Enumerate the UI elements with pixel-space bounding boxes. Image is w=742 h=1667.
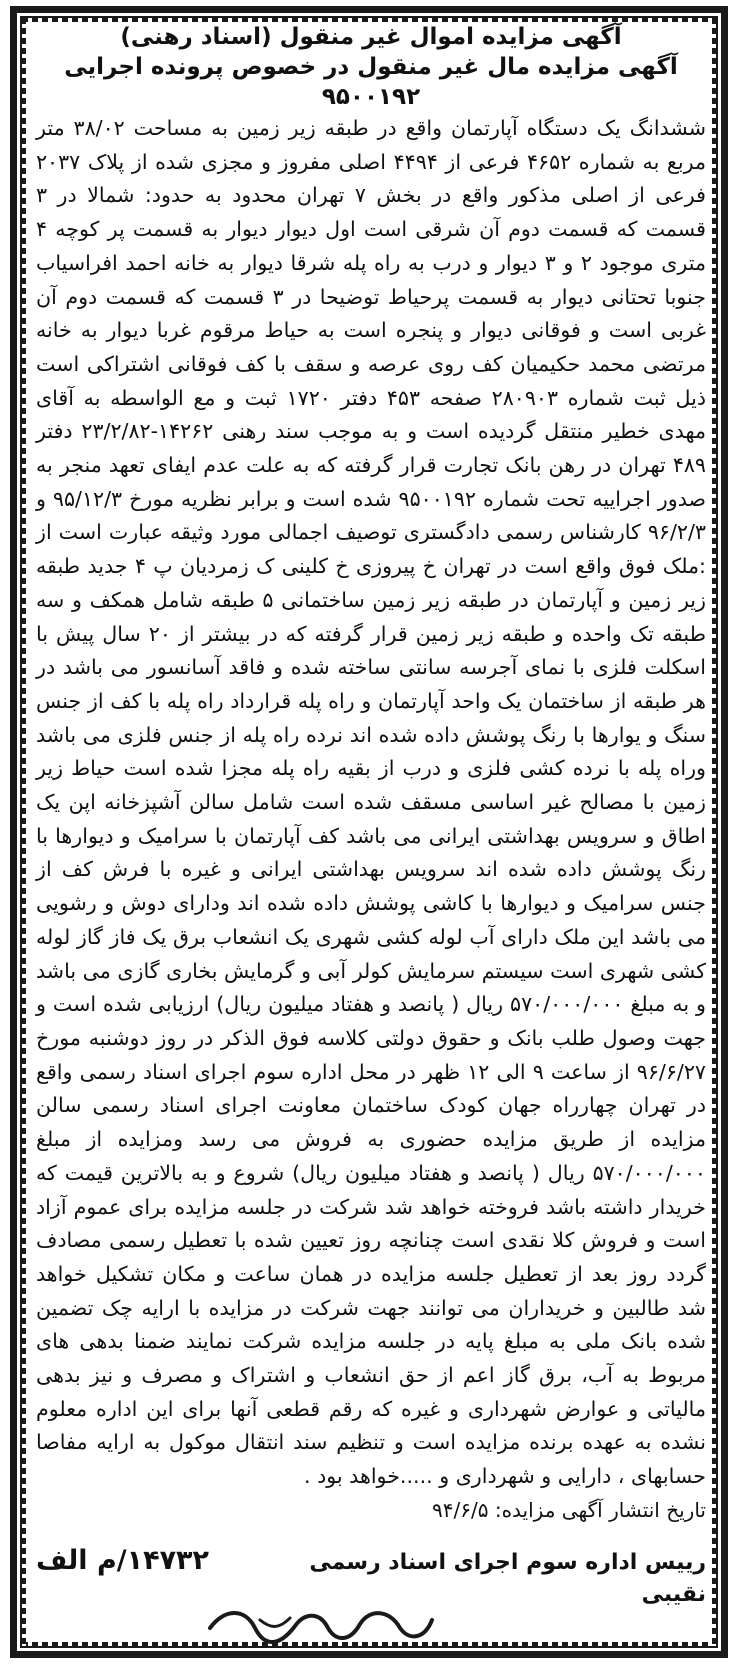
signer-title: رییس اداره سوم اجرای اسناد رسمی [309, 1550, 706, 1575]
notice-title-line2: آگهی مزایده مال غیر منقول در خصوص پرونده اجرایی [64, 54, 678, 80]
signer-name: نقیبی [641, 1582, 706, 1607]
frame-pattern-right [712, 18, 716, 1646]
notice-body: ششدانگ یک دستگاه آپارتمان واقع در طبقه زیر زمین به مساحت ۳۸/۰۲ متر مربع به شماره ۴۶۵۲ فرعی از ۴۴۹۴ اصلی مفروز و مجزی شده از پلاک ۲۰۳۷ فرعی از اصلی مذکور واقع در بخش ۷ تهران محدود به حدود: شمالا در ۳ قسمت که قسمت دوم آن شرقی است اول دیوار دیوار به قسمت پر کوچه ۴ متری موجود ۲ و ۳ دیوار و درب به راه پله شرقا دیوار به خانه احمد افراسیاب جنوبا تحتانی دیوار به قسمت پرحیاط توضیحا در ۳ قسمت که قسمت دوم آن غربی است و فوقانی دیوار و پنجره است به حیاط مرقوم غربا دیوار به خانه مرتضی محمد حکیمیان کف روی عرصه و سقف با کف فوقانی اشتراکی است ذیل ثبت شماره ۲۸۰۹۰۳ صفحه ۴۵۳ دفتر ۱۷۲۰ ثبت و مع الواسطه به آقای مهدی خطیر منتقل گردیده است و به موجب سند رهنی ۱۴۲۶۲-۲۳/۲/۸۲ دفتر ۴۸۹ تهران در رهن بانک تجارت قرار گرفته که به علت عدم ایفای تعهد منجر به صدور اجراییه تحت شماره ۹۵۰۰۱۹۲ شده است و برابر نظریه مورخ ۹۵/۱۲/۳ و ۹۶/۲/۳ کارشناس رسمی دادگستری توصیف اجمالی مورد وثیقه عبارت است از :ملک فوق واقع است در تهران خ پیروزی خ کلینی ک زمردیان پ ۴ جدید طبقه زیر زمین و آپارتمان در طبقه زیر زمین ساختمانی ۵ طبقه شامل همکف و سه طبقه تک واحده و طبقه زیر زمین قرار گرفته که در بیشتر از ۲۰ سال پیش با اسکلت فلزی با نمای آجرسه سانتی ساخته شده و فاقد آسانسور می باشد در هر طبقه از ساختمان یک واحد آپارتمان و راه پله قرارداد راه پله با کف از جنس سنگ و یوارها با رنگ پوشش داده شده اند نرده راه پله از جنس فلزی می باشد وراه پله با نرده کشی فلزی و درب از بقیه راه پله مجزا شده است حیاط زیر زمین با مصالح غیر اساسی مسقف شده است شامل سالن آشپزخانه اپن یک اطاق و سرویس بهداشتی ایرانی می باشد کف آپارتمان با سرامیک و دیوارها با رنگ پوشش داده شده اند سرویس بهداشتی ایرانی و غیره با فرش کف از جنس سرامیک و دیوارها با کاشی پوشش داده شده اند ودارای دوش و رشویی می باشد این ملک دارای آب لوله کشی شهری یک انشعاب برق یک فاز گاز لوله کشی شهری است سیستم سرمایش کولر آبی و گرمایش بخاری گازی می باشد و به مبلغ ۵۷۰/۰۰۰/۰۰۰ ریال ( پانصد و هفتاد میلیون ریال) ارزیابی شده است و جهت وصول طلب بانک و حقوق دولتی کلاسه فوق الذکر در روز دوشنبه مورخ ۹۶/۶/۲۷ از ساعت ۹ الی ۱۲ ظهر در محل اداره سوم اجرای اسناد رسمی واقع در تهران چهارراه جهان کودک ساختمان معاونت اجرای اسناد رسمی سالن مزایده از طریق مزایده حضوری به فروش می رسد ومزایده از مبلغ ۵۷۰/۰۰۰/۰۰۰ ریال ( پانصد و هفتاد میلیون ریال) شروع و به بالاترین قیمت که خریدار داشته باشد فروخته خواهد شد شرکت در جلسه مزایده برای عموم آزاد است و فروش کلا نقدی است چنانچه روز تعیین شده با تعطیل رسمی مصادف گردد روز بعد از تعطیل جلسه مزایده در همان ساعت و مکان تشکیل خواهد شد طالبین و خریداران می توانند جهت شرکت در مزایده با ارایه چک تضمین شده بانک ملی به مبلغ پایه در جلسه مزایده شرکت نمایند ضمنا بدهی های مربوط به آب، برق گاز اعم از حق انشعاب و اشتراک و مصرف و نیز بدهی مالیاتی و عوارض شهرداری و غیره که رقم قطعی آنها برای این اداره معلوم نشده به عهده برنده مزایده است و تنظیم سند انتقال موکول به ارایه مفاصا حسابهای ، دارایی و شهرداری و .....خواهد بود . [36, 116, 707, 1489]
case-number: ۹۵۰۰۱۹۲ [321, 84, 421, 110]
frame-pattern-left [22, 18, 26, 1646]
handwritten-mark [200, 1598, 440, 1650]
reference-code: ۱۴۷۳۲/م الف [36, 1545, 210, 1576]
publish-date: تاریخ انتشار آگهی مزایده: ۹۴/۶/۵ [432, 1497, 706, 1522]
notice-content [36, 22, 706, 1526]
notice-title-line1: آگهی مزایده اموال غیر منقول (اسناد رهنی) [120, 24, 622, 50]
